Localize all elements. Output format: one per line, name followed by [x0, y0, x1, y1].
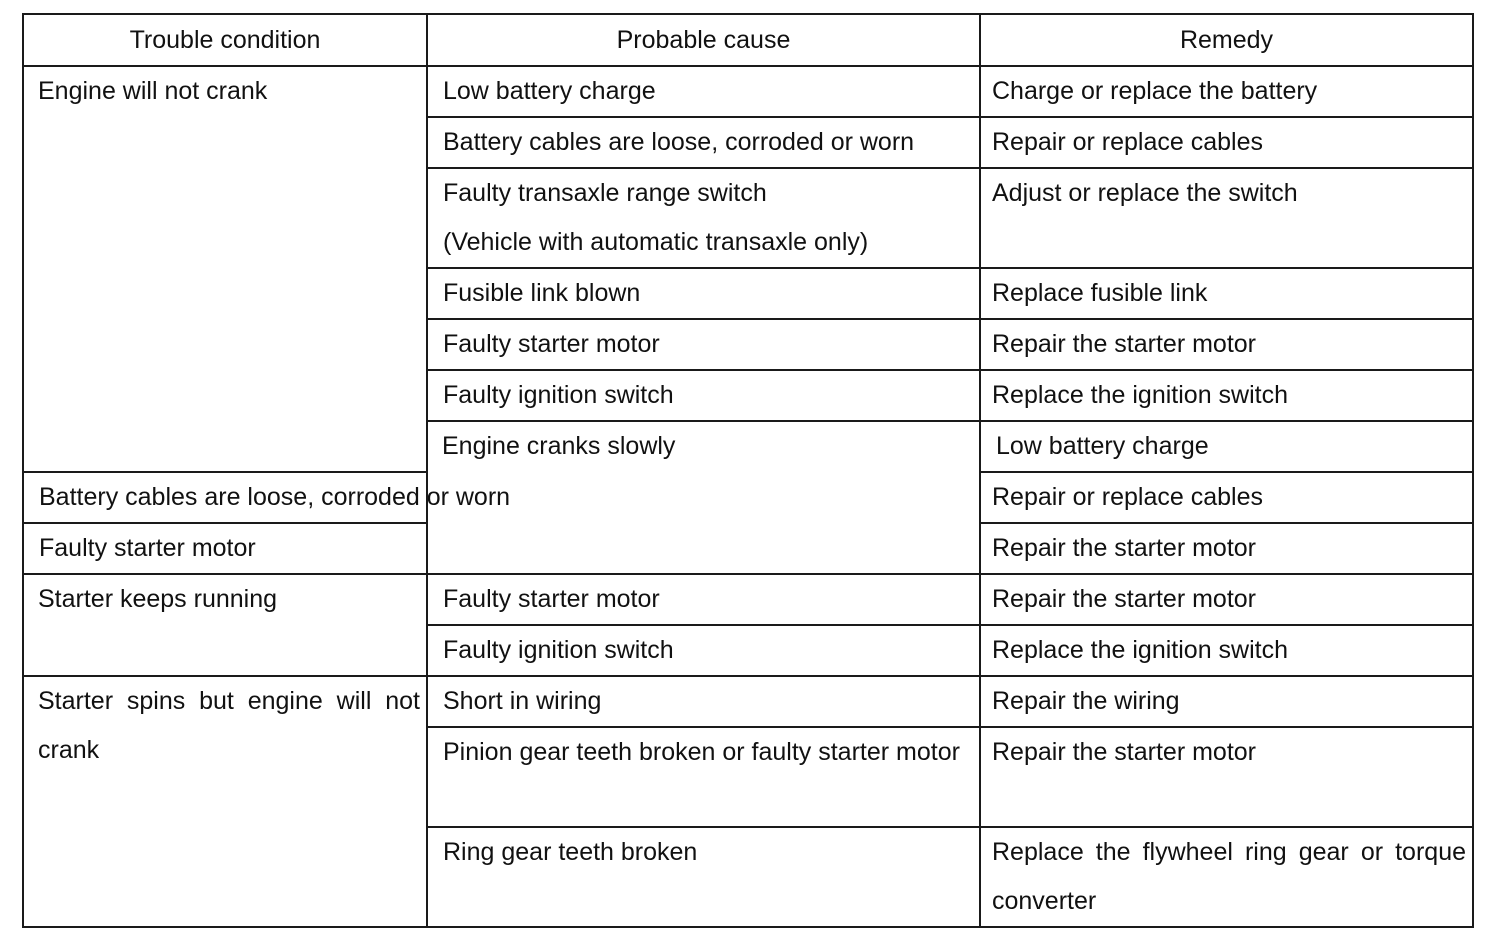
cause-cell: Fusible link blown [427, 268, 980, 319]
cause-cell: Pinion gear teeth broken or faulty starter motor [427, 727, 980, 827]
header-remedy: Remedy [980, 14, 1473, 66]
cause-cell: Faulty starter motor [23, 523, 427, 574]
cause-line: (Vehicle with automatic transaxle only) [443, 228, 869, 256]
remedy-cell: Repair or replace cables [980, 472, 1473, 523]
troubleshooting-table-container [22, 13, 1472, 928]
table-row [23, 676, 1473, 727]
cause-cell: Low battery charge [427, 66, 980, 117]
condition-cell: Engine cranks slowly [427, 421, 980, 574]
remedy-cell: Replace the ignition switch [980, 370, 1473, 421]
header-probable-cause: Probable cause [427, 14, 980, 66]
cause-cell: Faulty ignition switch [427, 625, 980, 676]
remedy-cell: Repair the starter motor [980, 319, 1473, 370]
cause-cell: Battery cables are loose, corroded or worn [23, 472, 427, 523]
remedy-cell: Repair the wiring [980, 676, 1473, 727]
header-trouble-condition: Trouble condition [23, 14, 427, 66]
cause-line: Faulty transaxle range switch [443, 179, 767, 207]
condition-cell: Starter keeps running [23, 574, 427, 676]
remedy-cell: Repair the starter motor [980, 727, 1473, 827]
cause-cell: Battery cables are loose, corroded or worn [427, 117, 980, 168]
remedy-cell: Charge or replace the battery [980, 66, 1473, 117]
condition-cell: Starter spins but engine will not crank [23, 676, 427, 927]
table-row [23, 574, 1473, 625]
cause-cell: Faulty ignition switch [427, 370, 980, 421]
cause-cell [427, 168, 980, 268]
cause-cell: Low battery charge [980, 421, 1473, 472]
cause-cell: Short in wiring [427, 676, 980, 727]
remedy-cell: Replace the ignition switch [980, 625, 1473, 676]
table-row [23, 66, 1473, 117]
remedy-cell: Repair or replace cables [980, 117, 1473, 168]
remedy-cell: Adjust or replace the switch [980, 168, 1473, 268]
remedy-cell: Replace the flywheel ring gear or torque converter [980, 827, 1473, 927]
condition-cell: Engine will not crank [23, 66, 427, 472]
remedy-cell: Repair the starter motor [980, 523, 1473, 574]
remedy-cell: Replace fusible link [980, 268, 1473, 319]
cause-cell: Faulty starter motor [427, 319, 980, 370]
remedy-cell: Repair the starter motor [980, 574, 1473, 625]
troubleshooting-table [22, 13, 1474, 928]
table-header-row [23, 14, 1473, 66]
cause-cell: Faulty starter motor [427, 574, 980, 625]
cause-cell: Ring gear teeth broken [427, 827, 980, 927]
